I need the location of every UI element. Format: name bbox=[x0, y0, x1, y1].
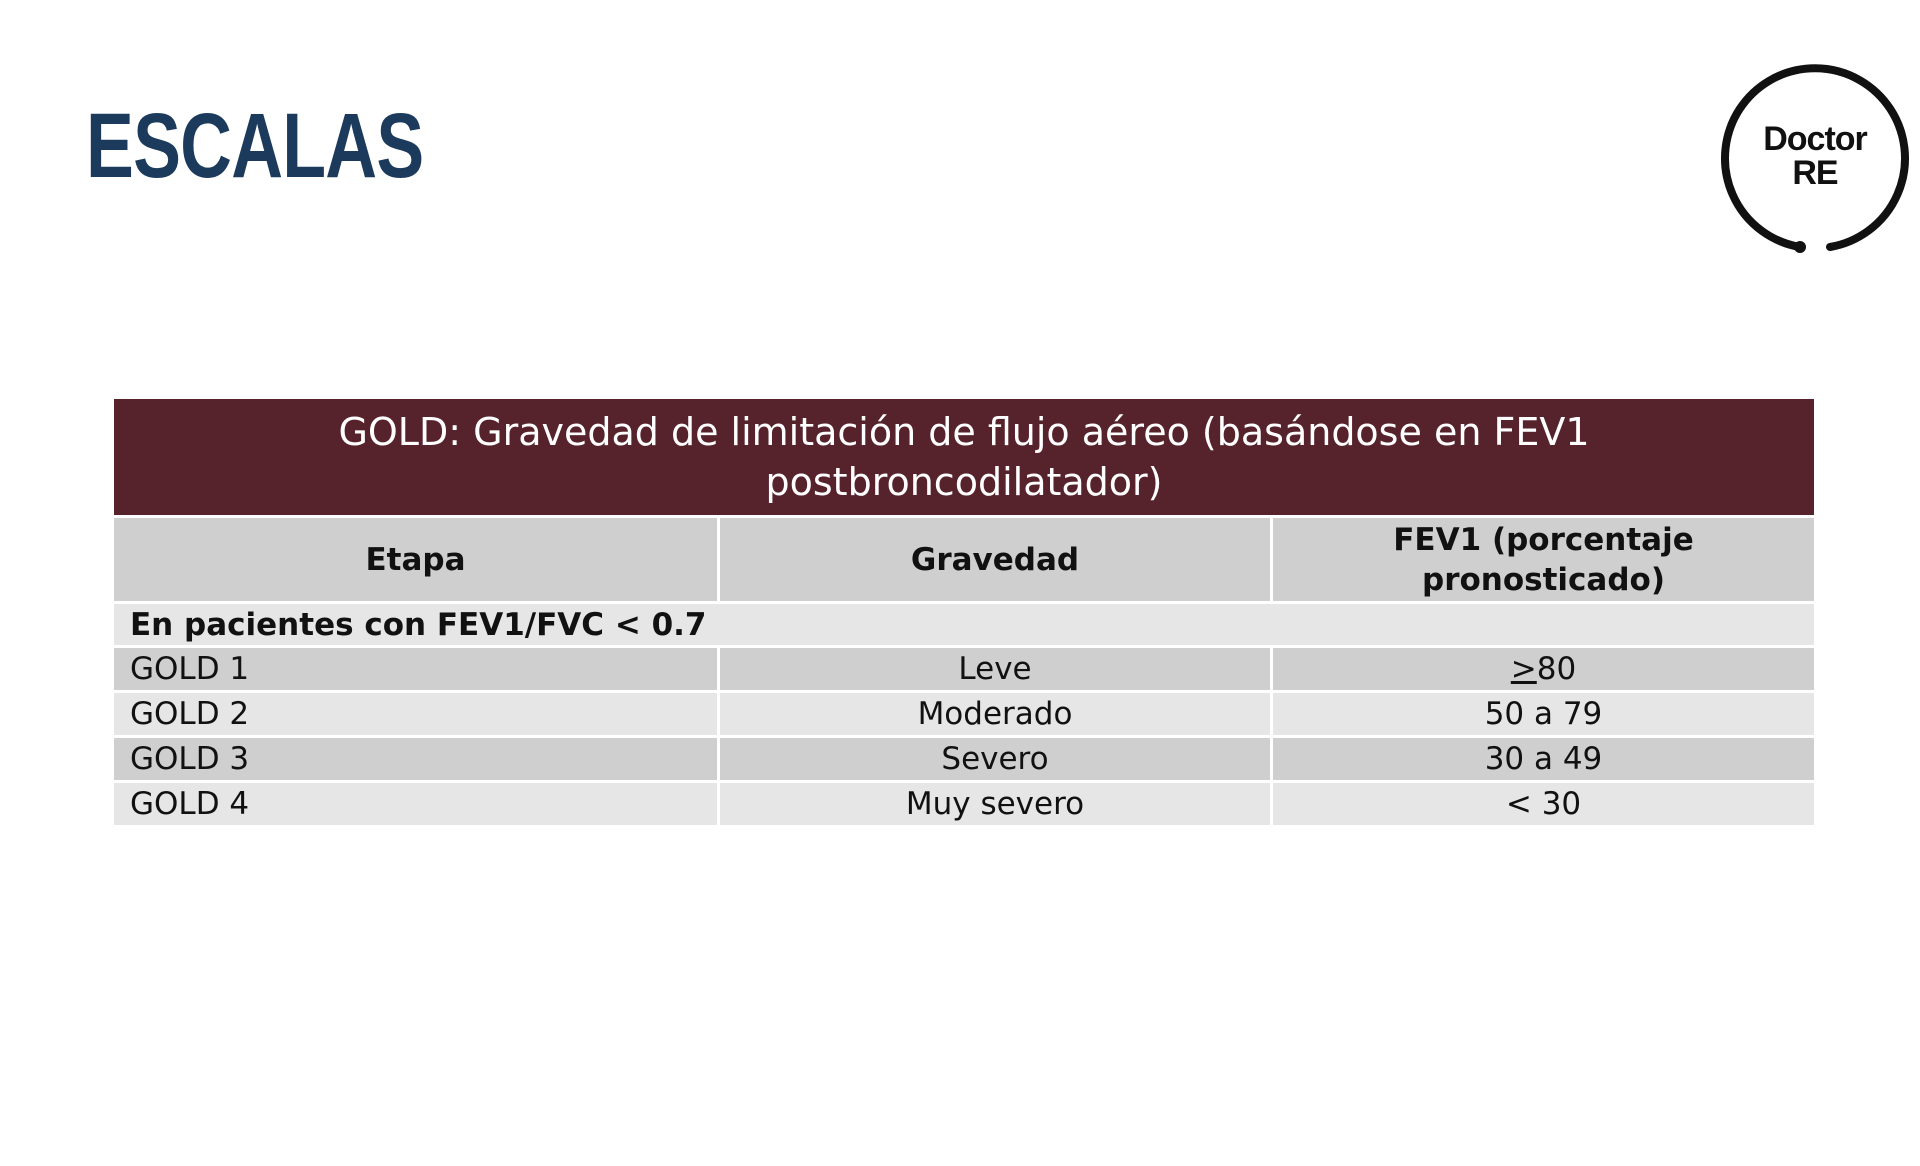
table-cell-fev1 bbox=[1273, 648, 1814, 690]
table-cell-stage: GOLD 2 bbox=[114, 693, 717, 735]
greater-or-equal-symbol: > bbox=[1510, 651, 1537, 687]
logo-text-line2: RE bbox=[1792, 154, 1838, 192]
doctor-re-logo bbox=[1716, 60, 1914, 258]
table-grid bbox=[114, 518, 1814, 828]
column-header-fev1: FEV1 (porcentaje pronosticado) bbox=[1273, 518, 1814, 601]
table-cell-severity: Severo bbox=[720, 738, 1270, 780]
table-cell-fev1: 50 a 79 bbox=[1273, 693, 1814, 735]
table-subheader: En pacientes con FEV1/FVC < 0.7 bbox=[114, 604, 1814, 645]
gold-severity-table bbox=[114, 399, 1814, 828]
column-header-severity: Gravedad bbox=[720, 518, 1270, 601]
fev1-value: 80 bbox=[1536, 651, 1577, 687]
table-cell-stage: GOLD 1 bbox=[114, 648, 717, 690]
logo-text bbox=[1716, 122, 1914, 190]
table-cell-severity: Leve bbox=[720, 648, 1270, 690]
logo-text-line1: Doctor bbox=[1763, 120, 1867, 158]
table-cell-stage: GOLD 3 bbox=[114, 738, 717, 780]
table-cell-fev1: 30 a 49 bbox=[1273, 738, 1814, 780]
page-title: ESCALAS bbox=[86, 95, 424, 197]
table-cell-stage: GOLD 4 bbox=[114, 783, 717, 825]
table-cell-fev1: < 30 bbox=[1273, 783, 1814, 825]
table-title: GOLD: Gravedad de limitación de flujo aéreo (basándose en FEV1 postbroncodilatador) bbox=[114, 399, 1814, 515]
table-cell-severity: Moderado bbox=[720, 693, 1270, 735]
column-header-stage: Etapa bbox=[114, 518, 717, 601]
table-cell-severity: Muy severo bbox=[720, 783, 1270, 825]
